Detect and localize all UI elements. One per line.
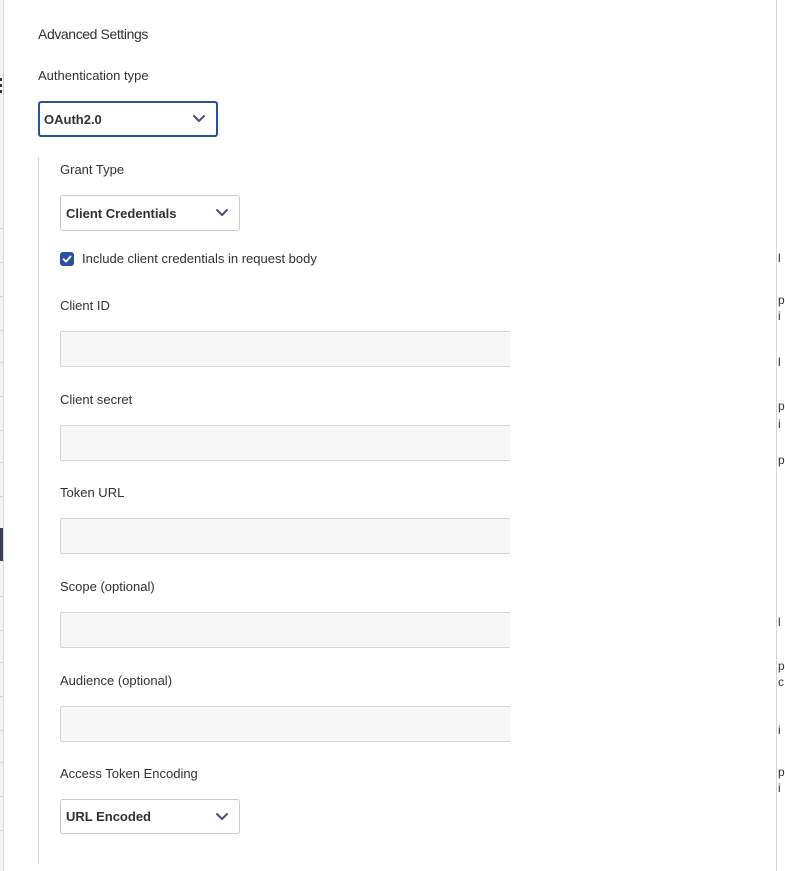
token-url-label: Token URL (60, 485, 125, 500)
auth-type-selected-value: OAuth2.0 (44, 111, 102, 127)
scope-label: Scope (optional) (60, 579, 155, 594)
checkmark-icon (61, 253, 73, 265)
access-token-encoding-selected-value: URL Encoded (66, 809, 151, 824)
audience-label: Audience (optional) (60, 673, 173, 688)
grant-type-label: Grant Type (60, 162, 125, 177)
client-secret-input[interactable] (60, 425, 510, 461)
background-page-right-edge: l p i l p i p l p c i p i (776, 0, 781, 871)
auth-type-label: Authentication type (38, 68, 149, 83)
client-secret-label: Client secret (60, 392, 133, 407)
access-token-encoding-select[interactable] (60, 799, 240, 834)
chevron-down-icon (215, 812, 229, 822)
grant-type-selected-value: Client Credentials (66, 205, 177, 221)
section-title: Advanced Settings (38, 26, 148, 42)
token-url-input[interactable] (60, 518, 510, 554)
audience-input[interactable] (60, 706, 510, 742)
include-credentials-label[interactable]: Include client credentials in request body (82, 251, 317, 266)
scope-input[interactable] (60, 612, 510, 648)
client-id-input[interactable] (60, 331, 510, 367)
background-page-left-edge (0, 0, 4, 871)
chevron-down-icon (192, 114, 206, 124)
access-token-encoding-label: Access Token Encoding (60, 766, 198, 781)
nested-section-rule (38, 157, 39, 863)
include-credentials-checkbox[interactable] (60, 252, 74, 266)
chevron-down-icon (215, 208, 229, 218)
auth-type-select[interactable] (38, 101, 218, 137)
grant-type-select[interactable] (60, 195, 240, 231)
client-id-label: Client ID (60, 298, 110, 313)
